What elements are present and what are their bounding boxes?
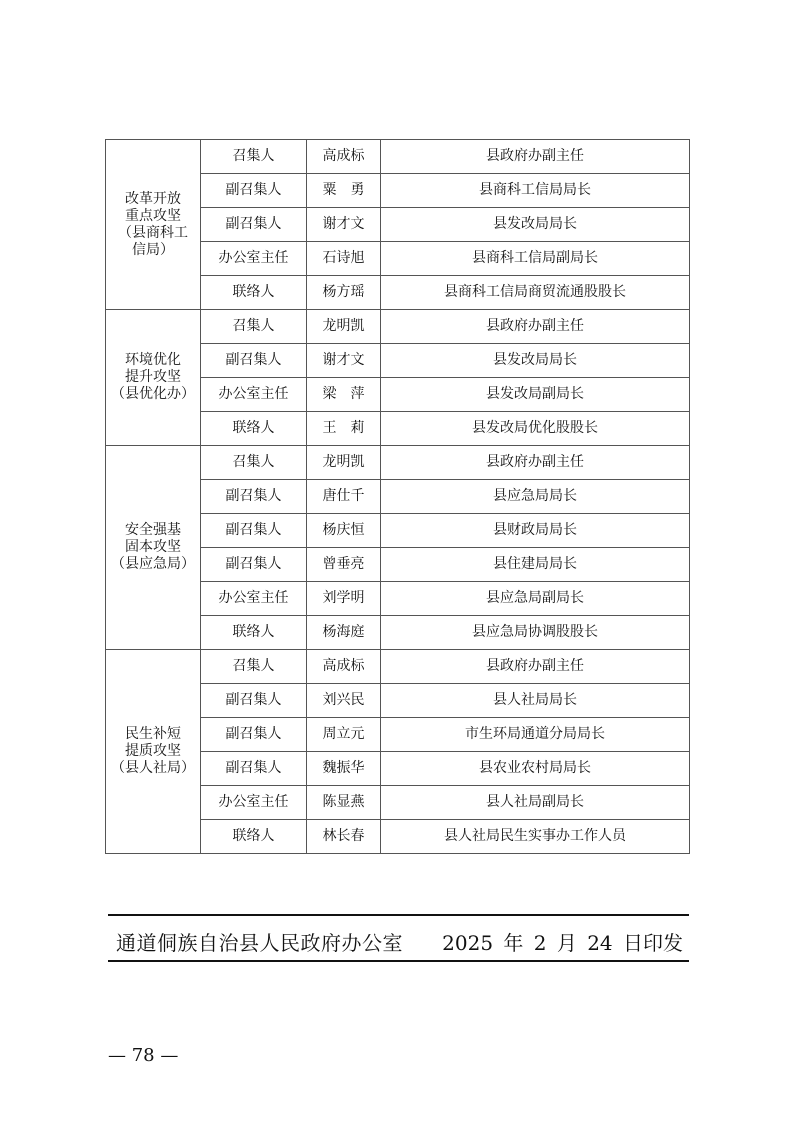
post-cell: 县农业农村局局长 <box>381 752 690 786</box>
role-cell: 副召集人 <box>201 752 307 786</box>
post-cell: 县人社局局长 <box>381 684 690 718</box>
group-label-environment <box>106 310 201 446</box>
post-cell: 县住建局局长 <box>381 548 690 582</box>
group-label-line: 安全强基 <box>125 522 181 538</box>
group-label-line: （县应急局） <box>111 556 195 572</box>
role-cell: 副召集人 <box>201 208 307 242</box>
role-cell: 联络人 <box>201 412 307 446</box>
name-cell: 刘学明 <box>307 582 381 616</box>
group-label-line: 环境优化 <box>125 352 181 368</box>
group-label-line: 民生补短 <box>125 726 181 742</box>
post-cell: 县商科工信局商贸流通股股长 <box>381 276 690 310</box>
role-cell: 副召集人 <box>201 718 307 752</box>
post-cell: 县发改局局长 <box>381 208 690 242</box>
post-cell: 县商科工信局局长 <box>381 174 690 208</box>
role-cell: 副召集人 <box>201 344 307 378</box>
name-cell: 周立元 <box>307 718 381 752</box>
post-cell: 县发改局优化股股长 <box>381 412 690 446</box>
page-number: — 78 — <box>108 1045 179 1066</box>
table-row <box>106 140 690 174</box>
issue-date: 2025 年 2 月 24 日印发 <box>442 931 683 955</box>
post-cell: 县人社局副局长 <box>381 786 690 820</box>
name-cell: 林长春 <box>307 820 381 854</box>
role-cell: 办公室主任 <box>201 582 307 616</box>
name-cell: 龙明凯 <box>307 446 381 480</box>
name-cell: 杨海庭 <box>307 616 381 650</box>
role-cell: 副召集人 <box>201 480 307 514</box>
name-cell: 高成标 <box>307 650 381 684</box>
roster-body <box>106 140 690 854</box>
name-cell: 刘兴民 <box>307 684 381 718</box>
roster-table <box>105 139 690 854</box>
role-cell: 召集人 <box>201 446 307 480</box>
post-cell: 县商科工信局副局长 <box>381 242 690 276</box>
role-cell: 召集人 <box>201 310 307 344</box>
group-label-livelihood <box>106 650 201 854</box>
post-cell: 县应急局局长 <box>381 480 690 514</box>
role-cell: 办公室主任 <box>201 786 307 820</box>
post-cell: 县应急局协调股股长 <box>381 616 690 650</box>
role-cell: 办公室主任 <box>201 242 307 276</box>
group-label-line: （县人社局） <box>111 760 195 776</box>
role-cell: 召集人 <box>201 650 307 684</box>
post-cell: 县政府办副主任 <box>381 650 690 684</box>
post-cell: 县财政局局长 <box>381 514 690 548</box>
role-cell: 办公室主任 <box>201 378 307 412</box>
group-label-line: （县优化办） <box>111 386 195 402</box>
table-row <box>106 446 690 480</box>
issuance-footer <box>108 914 689 962</box>
role-cell: 联络人 <box>201 820 307 854</box>
group-label-line: 提质攻坚 <box>125 743 181 759</box>
name-cell: 杨庆恒 <box>307 514 381 548</box>
name-cell: 魏振华 <box>307 752 381 786</box>
post-cell: 县发改局副局长 <box>381 378 690 412</box>
post-cell: 县政府办副主任 <box>381 140 690 174</box>
name-cell: 高成标 <box>307 140 381 174</box>
name-cell: 谢才文 <box>307 344 381 378</box>
group-label-line: 改革开放 <box>125 190 181 207</box>
post-cell: 县应急局副局长 <box>381 582 690 616</box>
group-label-line: 提升攻坚 <box>125 369 181 385</box>
role-cell: 副召集人 <box>201 684 307 718</box>
name-cell: 曾垂亮 <box>307 548 381 582</box>
post-cell: 县政府办副主任 <box>381 446 690 480</box>
name-cell: 陈显燕 <box>307 786 381 820</box>
group-label-safety <box>106 446 201 650</box>
post-cell: 县政府办副主任 <box>381 310 690 344</box>
role-cell: 副召集人 <box>201 514 307 548</box>
group-label-line: 固本攻坚 <box>125 539 181 555</box>
group-label-line: 重点攻坚 <box>125 207 181 224</box>
name-cell: 王 莉 <box>307 412 381 446</box>
post-cell: 县人社局民生实事办工作人员 <box>381 820 690 854</box>
name-cell: 杨方瑶 <box>307 276 381 310</box>
issuing-office: 通道侗族自治县人民政府办公室 <box>116 931 403 955</box>
post-cell: 市生环局通道分局局长 <box>381 718 690 752</box>
role-cell: 联络人 <box>201 276 307 310</box>
post-cell: 县发改局局长 <box>381 344 690 378</box>
name-cell: 石诗旭 <box>307 242 381 276</box>
name-cell: 龙明凯 <box>307 310 381 344</box>
name-cell: 唐仕千 <box>307 480 381 514</box>
role-cell: 召集人 <box>201 140 307 174</box>
name-cell: 谢才文 <box>307 208 381 242</box>
role-cell: 联络人 <box>201 616 307 650</box>
name-cell: 粟 勇 <box>307 174 381 208</box>
group-label-reform <box>106 140 201 310</box>
name-cell: 梁 萍 <box>307 378 381 412</box>
group-label-line: （县商科工 <box>118 224 188 241</box>
group-label-line: 信局） <box>132 241 174 258</box>
role-cell: 副召集人 <box>201 548 307 582</box>
table-row <box>106 650 690 684</box>
table-row <box>106 310 690 344</box>
role-cell: 副召集人 <box>201 174 307 208</box>
